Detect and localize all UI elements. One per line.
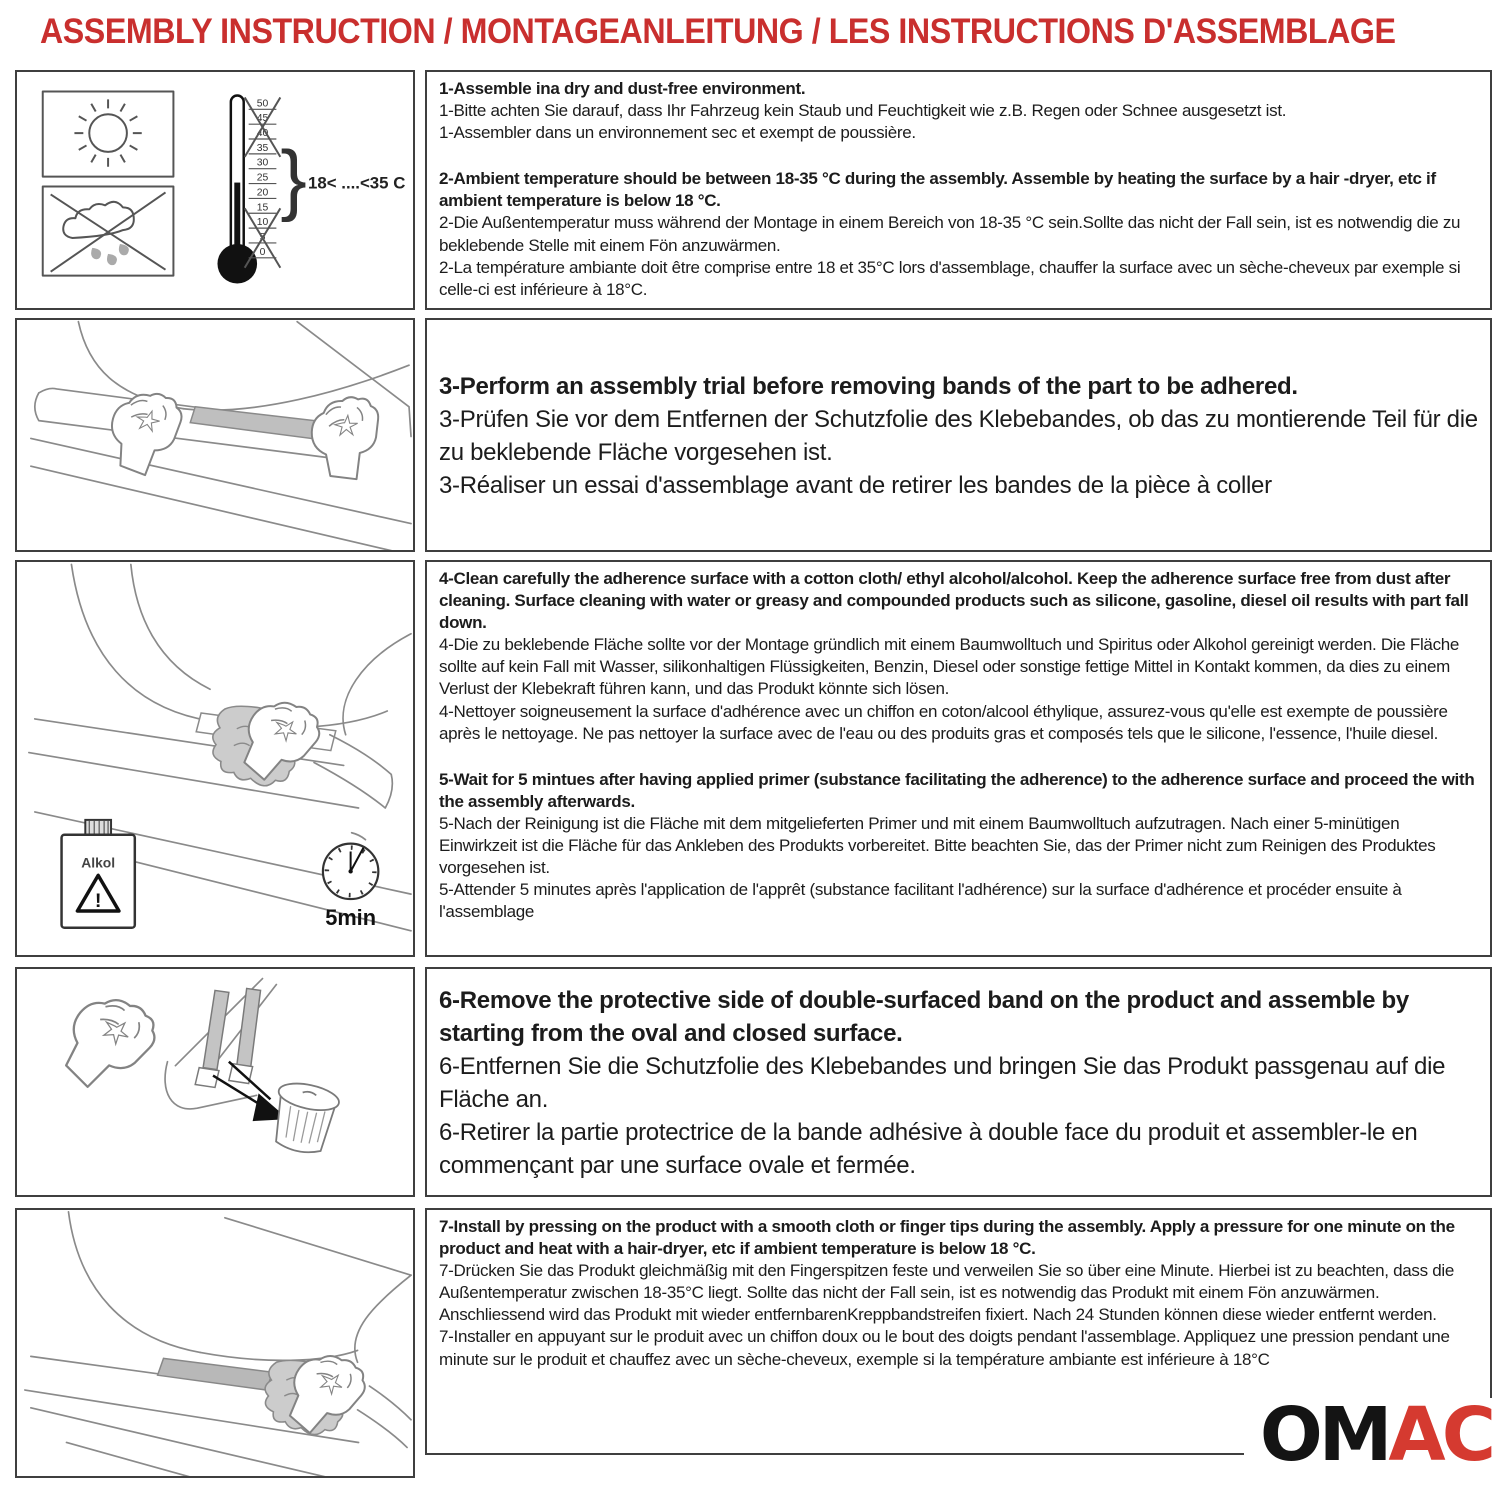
step-6-text (439, 984, 1480, 1183)
figure-climate (15, 70, 415, 310)
instruction-paragraph: 1-Assemble ina dry and dust-free environment. (439, 79, 806, 98)
peeling-hand (49, 982, 165, 1104)
instruction-paragraph: 6-Remove the protective side of double-surfaced band on the product and assemble by starting from the oval and closed surface. (439, 986, 1409, 1047)
instruction-paragraph: 5-Attender 5 minutes après l'application de l'apprêt (substance facilitant l'adhérence) sur la surface d'adhérence et procéder ensuite à l'assemblage (439, 880, 1402, 922)
thermometer-value: 15 (256, 202, 269, 214)
figure-cleaning (15, 560, 415, 957)
climate-illustration (17, 72, 413, 308)
thermometer-value: 5 (259, 231, 266, 243)
thermometer-scale (249, 98, 277, 257)
temperature-range-label: 18< ....<35 C (308, 173, 406, 193)
instruction-paragraph: 1-Assembler dans un environnement sec et exempt de poussière. (439, 123, 916, 143)
no-rain-icon (43, 187, 174, 276)
instruction-paragraph: 5-Nach der Reinigung ist die Fläche mit dem mitgelieferten Primer und mit einem Baumwolltuch aufzutragen. Nach einer 5-minütigen Einwirkzeit ist die Fläche für das Ankleben des Produkts vorbereitet. Bitte beachten Sie, das der Primer nicht zum Reinigen des Produktes vorgesehen ist. (439, 813, 1436, 878)
trash-can-icon (267, 1079, 341, 1158)
thermometer-value: 25 (256, 172, 269, 184)
clock-duration-label: 5min (325, 904, 377, 930)
instruction-paragraph: 7-Drücken Sie das Produkt gleichmäßig mit den Fingerspitzen feste und verweilen Sie so über eine Minute. Hierbei ist zu beachten, dass die Außentemperatur zwischen 18-35°C liegt. Sollte das nicht der Fall sein, ist es notwendig das Produkt mit einem Fön anzuwärmen. Anschliessend wird das Produkt mit wieder entfernbarenKreppbandstreifen fixiert. Nach 24 Stunden können diese wieder entfernt werden. (439, 1261, 1455, 1325)
installed-sill-trim (158, 1358, 273, 1390)
instructions-step-1-2 (425, 70, 1492, 310)
cleaning-illustration (17, 562, 413, 955)
omac-logo-red: AC (1388, 1392, 1492, 1478)
instruction-paragraph: 4-Nettoyer soigneusement la surface d'adhérence avec un chiffon en coton/alcool éthylique, assurez-vous qu'elle est exempte de poussière après le nettoyage. Ne pas nettoyer la surface avec de l'eau ou des produits gras et composés tels que le silicone, l'essence, l'huile diesel. (439, 701, 1448, 743)
alcohol-bottle-icon (62, 820, 135, 928)
instruction-paragraph: 5-Wait for 5 mintues after having applied primer (substance facilitating the adherence) to the adherence surface and proceed the with the assembly afterwards. (439, 769, 1475, 811)
instruction-paragraph: 2-Die Außentemperatur muss während der Montage in einem Bereich von 18-35 °C sein.Sollte das nicht der Fall sein, ist es notwendig die zu beklebende Stelle mit einem Fön anzuwärmen. (439, 213, 1461, 255)
left-hand (106, 388, 185, 479)
door-sill-trim-strip (190, 407, 332, 441)
instructions-step-3 (425, 318, 1492, 552)
omac-logo-black: OM (1259, 1392, 1389, 1478)
range-brace: } (280, 133, 307, 223)
thermometer-value: 40 (256, 128, 269, 140)
paragraph-spacer (439, 745, 1480, 769)
instruction-paragraph: 6-Entfernen Sie die Schutzfolie des Klebebandes und bringen Sie das Produkt passgenau auf die Fläche an. (439, 1052, 1446, 1113)
instruction-paragraph: 7-Install by pressing on the product with a smooth cloth or finger tips during the assembly. Apply a pressure for one minute on the product and heat with a hair-dryer, etc if ambient temperature is below 18 °C. (439, 1217, 1455, 1259)
thermometer-value: 50 (256, 98, 269, 110)
thermometer-value: 20 (256, 187, 269, 199)
step-7-text (439, 1216, 1480, 1371)
thermometer-icon (217, 95, 405, 283)
instruction-paragraph: 3-Réaliser un essai d'assemblage avant de retirer les bandes de la pièce à coller (439, 472, 1272, 500)
thermometer-value: 30 (256, 157, 269, 169)
instruction-paragraph: 2-La température ambiante doit être comprise entre 18 et 35°C lors d'assemblage, chauffer la surface avec un sèche-cheveux par exemple si celle-ci est inférieure à 18°C. (439, 257, 1461, 299)
step-3-text (439, 370, 1480, 502)
figure-press-install (15, 1208, 415, 1478)
thermometer-value: 45 (256, 113, 269, 125)
instruction-paragraph: 1-Bitte achten Sie darauf, dass Ihr Fahrzeug kein Staub und Feuchtigkeit wie z.B. Regen oder Schnee ausgesetzt ist. (439, 101, 1287, 121)
paragraph-spacer (439, 144, 1480, 168)
instruction-paragraph: 3-Prüfen Sie vor dem Entfernen der Schutzfolie des Klebebandes, ob das zu montierende Teil für die zu beklebende Fläche vorgesehen ist. (439, 405, 1478, 466)
protective-strip (203, 990, 229, 1069)
instructions-step-6 (425, 967, 1492, 1197)
instruction-paragraph: 7-Installer en appuyant sur le produit avec un chiffon doux ou le bout des doigts pendant l'assemblage. Appliquez une pression pendant une minute sur le produit et chauffez avec un sèche-cheveux, exemple si la température ambiante est inférieure à 18°C (439, 1327, 1450, 1369)
figure-assembly-trial (15, 318, 415, 552)
instruction-paragraph: 3-Perform an assembly trial before removing bands of the part to be adhered. (439, 372, 1298, 400)
step-1-2-text (439, 78, 1480, 301)
figure-peel-band (15, 967, 415, 1197)
bottle-label: Alkol (81, 854, 116, 871)
omac-logo (1244, 1392, 1494, 1478)
instruction-paragraph: 4-Die zu beklebende Fläche sollte vor der Montage gründlich mit einem Baumwolltuch und Spiritus oder Alkohol gereinigt werden. Die Fläche sollte auf kein Fall mit Wasser, silikonhaltigen Flüssigkeiten, Benzin, Diesel oder sonstige fettige Mittel in Kontakt kommen, da dies zu einem Verlust der Klebekraft führen kann, und das Produkt könnte sich lösen. (439, 635, 1460, 699)
instruction-paragraph: 4-Clean carefully the adherence surface with a cotton cloth/ ethyl alcohol/alcohol. Keep the adherence surface free from dust after cleaning. Surface cleaning with water or greasy and compounded products such as silicone, gasoline, diesel oil results with part fall down. (439, 569, 1469, 633)
peel-band-illustration (17, 969, 413, 1195)
press-install-illustration (17, 1210, 413, 1476)
instructions-step-4-5 (425, 560, 1492, 957)
right-hand (308, 395, 384, 484)
instruction-paragraph: 6-Retirer la partie protectrice de la bande adhésive à double face du produit et assembler-le en commençant par une surface ovale et fermée. (439, 1119, 1418, 1180)
thermometer-value: 0 (259, 246, 266, 258)
thermometer-value: 10 (256, 217, 269, 229)
page-title: ASSEMBLY INSTRUCTION / MONTAGEANLEITUNG / LES INSTRUCTIONS D'ASSEMBLAGE (40, 12, 1396, 51)
instruction-paragraph: 2-Ambient temperature should be between 18-35 °C during the assembly. Assemble by heating the surface by a hair -dryer, etc if ambient temperature is below 18 °C. (439, 169, 1436, 211)
sun-icon (43, 91, 174, 176)
assembly-trial-illustration (17, 320, 413, 550)
clock-icon (323, 833, 378, 930)
thermometer-value: 35 (256, 142, 269, 154)
warning-exclamation: ! (94, 890, 102, 912)
step-4-5-text (439, 568, 1480, 923)
